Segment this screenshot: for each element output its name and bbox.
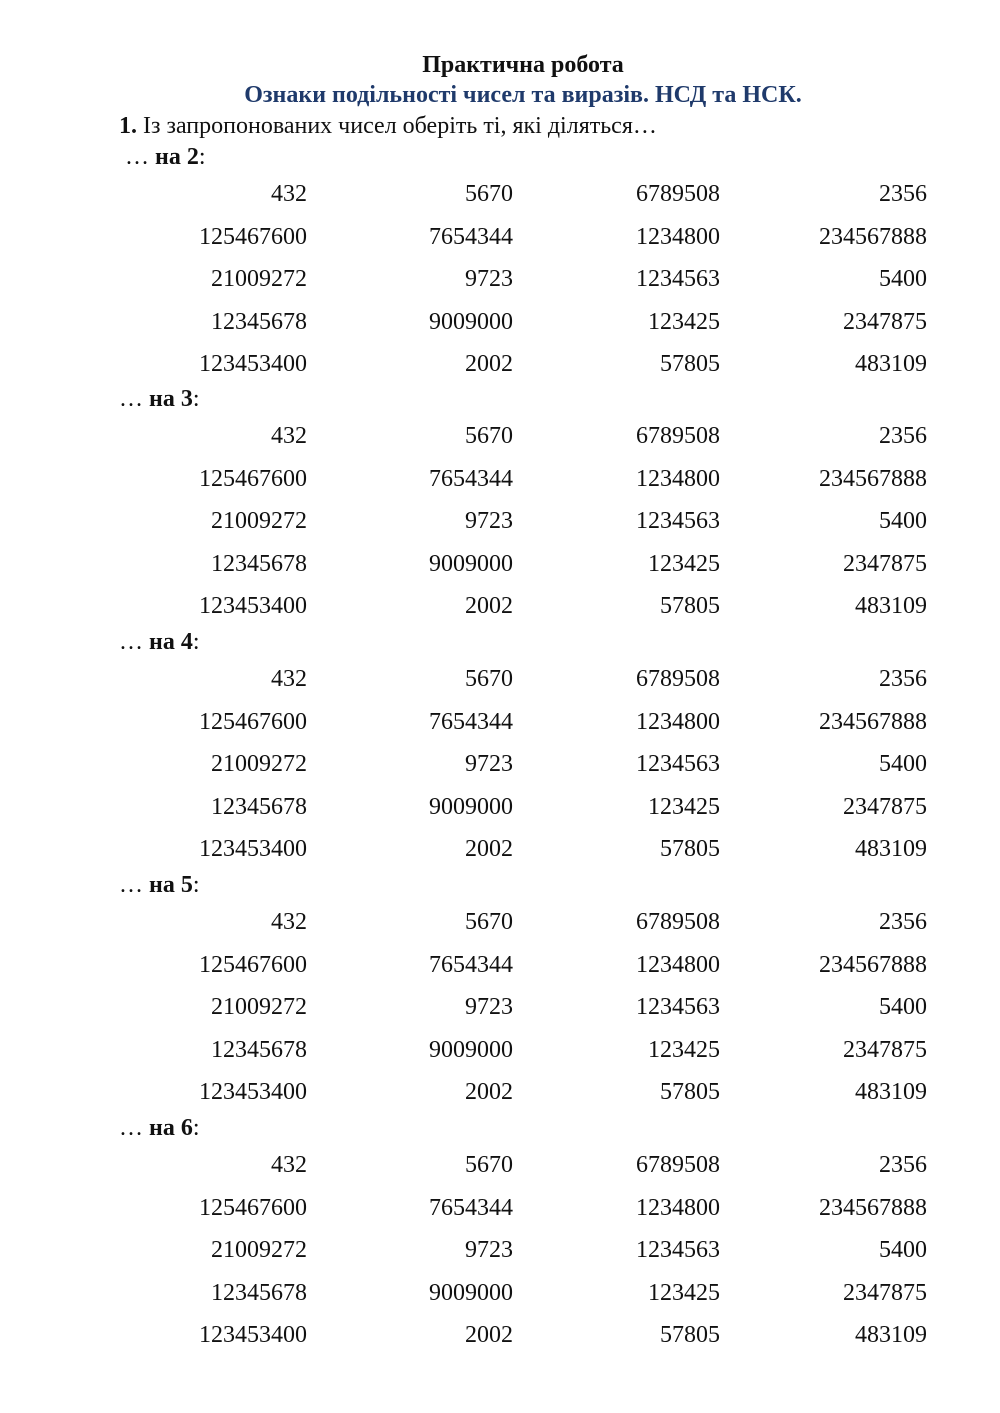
number-cell: 1234563 [636, 266, 720, 292]
number-cell: 5670 [465, 909, 513, 935]
number-cell: 9009000 [429, 1036, 513, 1063]
number-cell: 432 [271, 181, 307, 207]
number-cell: 1234563 [636, 1237, 720, 1263]
number-cell: 125467600 [199, 1194, 307, 1221]
number-cell: 5400 [879, 994, 927, 1020]
number-cell: 7654344 [429, 465, 513, 492]
number-cell: 483109 [855, 593, 927, 619]
number-cell: 125467600 [199, 223, 307, 250]
number-cell: 57805 [660, 1079, 720, 1105]
number-cell: 5670 [465, 1152, 513, 1178]
section-label [119, 384, 200, 414]
number-row [0, 264, 1000, 294]
section-label-divisor: на 4 [149, 629, 193, 655]
number-cell: 2356 [879, 181, 927, 207]
number-cell: 1234800 [636, 223, 720, 250]
number-cell: 123453400 [199, 1322, 307, 1348]
number-cell: 432 [271, 1152, 307, 1178]
number-cell: 2002 [465, 1322, 513, 1348]
section-label-colon: : [192, 1115, 200, 1141]
section-label-colon: : [198, 144, 206, 170]
section-label-divisor: на 2 [155, 144, 199, 170]
section-label-prefix: … [119, 386, 149, 412]
number-cell: 2356 [879, 909, 927, 935]
section-label-prefix: … [119, 872, 149, 898]
number-row [0, 464, 1000, 494]
number-row [0, 307, 1000, 337]
number-cell: 234567888 [819, 708, 927, 735]
number-cell: 483109 [855, 351, 927, 377]
number-row [0, 907, 1000, 937]
number-cell: 2356 [879, 423, 927, 449]
number-cell: 234567888 [819, 1194, 927, 1221]
number-row [0, 792, 1000, 822]
number-cell: 1234563 [636, 751, 720, 777]
number-cell: 5670 [465, 423, 513, 449]
number-cell: 12345678 [211, 308, 307, 335]
number-cell: 2347875 [843, 793, 927, 820]
number-row [0, 950, 1000, 980]
number-cell: 7654344 [429, 223, 513, 250]
number-cell: 1234800 [636, 1194, 720, 1221]
number-cell: 21009272 [211, 994, 307, 1020]
number-cell: 5400 [879, 266, 927, 292]
number-cell: 123453400 [199, 593, 307, 619]
number-cell: 9723 [465, 994, 513, 1020]
number-cell: 12345678 [211, 793, 307, 820]
number-row [0, 664, 1000, 694]
number-cell: 483109 [855, 1079, 927, 1105]
number-cell: 7654344 [429, 1194, 513, 1221]
number-cell: 5400 [879, 508, 927, 534]
number-cell: 9009000 [429, 550, 513, 577]
number-cell: 9723 [465, 508, 513, 534]
number-cell: 9723 [465, 1237, 513, 1263]
page-subtitle: Ознаки подільності чисел та виразів. НСД та НСК. [244, 82, 802, 108]
section-label [119, 1113, 200, 1143]
number-cell: 123425 [648, 550, 720, 577]
number-cell: 5670 [465, 181, 513, 207]
number-cell: 125467600 [199, 465, 307, 492]
number-row [0, 1150, 1000, 1180]
number-cell: 483109 [855, 836, 927, 862]
number-cell: 432 [271, 666, 307, 692]
number-cell: 123453400 [199, 1079, 307, 1105]
number-cell: 7654344 [429, 708, 513, 735]
number-cell: 21009272 [211, 266, 307, 292]
number-cell: 432 [271, 423, 307, 449]
section-label [119, 627, 200, 657]
number-cell: 6789508 [636, 181, 720, 207]
number-cell: 2356 [879, 1152, 927, 1178]
number-cell: 2002 [465, 351, 513, 377]
number-cell: 2002 [465, 836, 513, 862]
number-cell: 12345678 [211, 1036, 307, 1063]
number-row [0, 1077, 1000, 1107]
number-cell: 2347875 [843, 1279, 927, 1306]
number-row [0, 749, 1000, 779]
number-row [0, 506, 1000, 536]
number-cell: 21009272 [211, 751, 307, 777]
number-cell: 12345678 [211, 550, 307, 577]
number-row [0, 834, 1000, 864]
number-cell: 6789508 [636, 909, 720, 935]
number-cell: 9009000 [429, 1279, 513, 1306]
number-cell: 123425 [648, 1279, 720, 1306]
section-label-colon: : [192, 629, 200, 655]
section-label-divisor: на 3 [149, 386, 193, 412]
number-cell: 123453400 [199, 836, 307, 862]
number-cell: 57805 [660, 1322, 720, 1348]
number-cell: 57805 [660, 593, 720, 619]
number-cell: 1234800 [636, 951, 720, 978]
number-cell: 21009272 [211, 508, 307, 534]
section-label-prefix: … [119, 629, 149, 655]
number-cell: 2002 [465, 1079, 513, 1105]
number-row [0, 992, 1000, 1022]
section-label [125, 142, 206, 172]
number-cell: 2002 [465, 593, 513, 619]
number-cell: 9009000 [429, 308, 513, 335]
number-row [0, 1278, 1000, 1308]
number-cell: 483109 [855, 1322, 927, 1348]
number-cell: 21009272 [211, 1237, 307, 1263]
number-cell: 125467600 [199, 708, 307, 735]
section-label [119, 870, 200, 900]
section-label-colon: : [192, 872, 200, 898]
number-cell: 234567888 [819, 223, 927, 250]
section-label-prefix: … [125, 144, 155, 170]
number-cell: 7654344 [429, 951, 513, 978]
task-number: 1. [119, 113, 137, 139]
number-cell: 2347875 [843, 308, 927, 335]
number-cell: 125467600 [199, 951, 307, 978]
number-cell: 234567888 [819, 951, 927, 978]
number-row [0, 549, 1000, 579]
section-label-divisor: на 5 [149, 872, 193, 898]
section-label-divisor: на 6 [149, 1115, 193, 1141]
number-cell: 123425 [648, 793, 720, 820]
number-cell: 1234800 [636, 708, 720, 735]
number-cell: 2356 [879, 666, 927, 692]
number-row [0, 421, 1000, 451]
task-text: Із запропонованих чисел оберіть ті, які діляться… [137, 113, 657, 139]
section-label-colon: : [192, 386, 200, 412]
number-cell: 57805 [660, 836, 720, 862]
number-cell: 5670 [465, 666, 513, 692]
number-row [0, 1035, 1000, 1065]
number-row [0, 707, 1000, 737]
number-row [0, 591, 1000, 621]
number-cell: 6789508 [636, 423, 720, 449]
number-row [0, 1320, 1000, 1350]
number-cell: 6789508 [636, 666, 720, 692]
number-cell: 123453400 [199, 351, 307, 377]
number-cell: 234567888 [819, 465, 927, 492]
number-cell: 432 [271, 909, 307, 935]
number-cell: 1234563 [636, 508, 720, 534]
number-row [0, 1235, 1000, 1265]
number-cell: 9009000 [429, 793, 513, 820]
number-cell: 5400 [879, 1237, 927, 1263]
number-cell: 5400 [879, 751, 927, 777]
number-cell: 9723 [465, 751, 513, 777]
number-cell: 2347875 [843, 1036, 927, 1063]
number-cell: 12345678 [211, 1279, 307, 1306]
number-cell: 1234563 [636, 994, 720, 1020]
number-cell: 6789508 [636, 1152, 720, 1178]
number-row [0, 1193, 1000, 1223]
number-cell: 57805 [660, 351, 720, 377]
number-row [0, 349, 1000, 379]
number-row [0, 179, 1000, 209]
section-label-prefix: … [119, 1115, 149, 1141]
number-cell: 123425 [648, 1036, 720, 1063]
number-cell: 1234800 [636, 465, 720, 492]
page-title: Практична робота [422, 52, 624, 78]
number-cell: 9723 [465, 266, 513, 292]
number-row [0, 222, 1000, 252]
number-cell: 2347875 [843, 550, 927, 577]
number-cell: 123425 [648, 308, 720, 335]
